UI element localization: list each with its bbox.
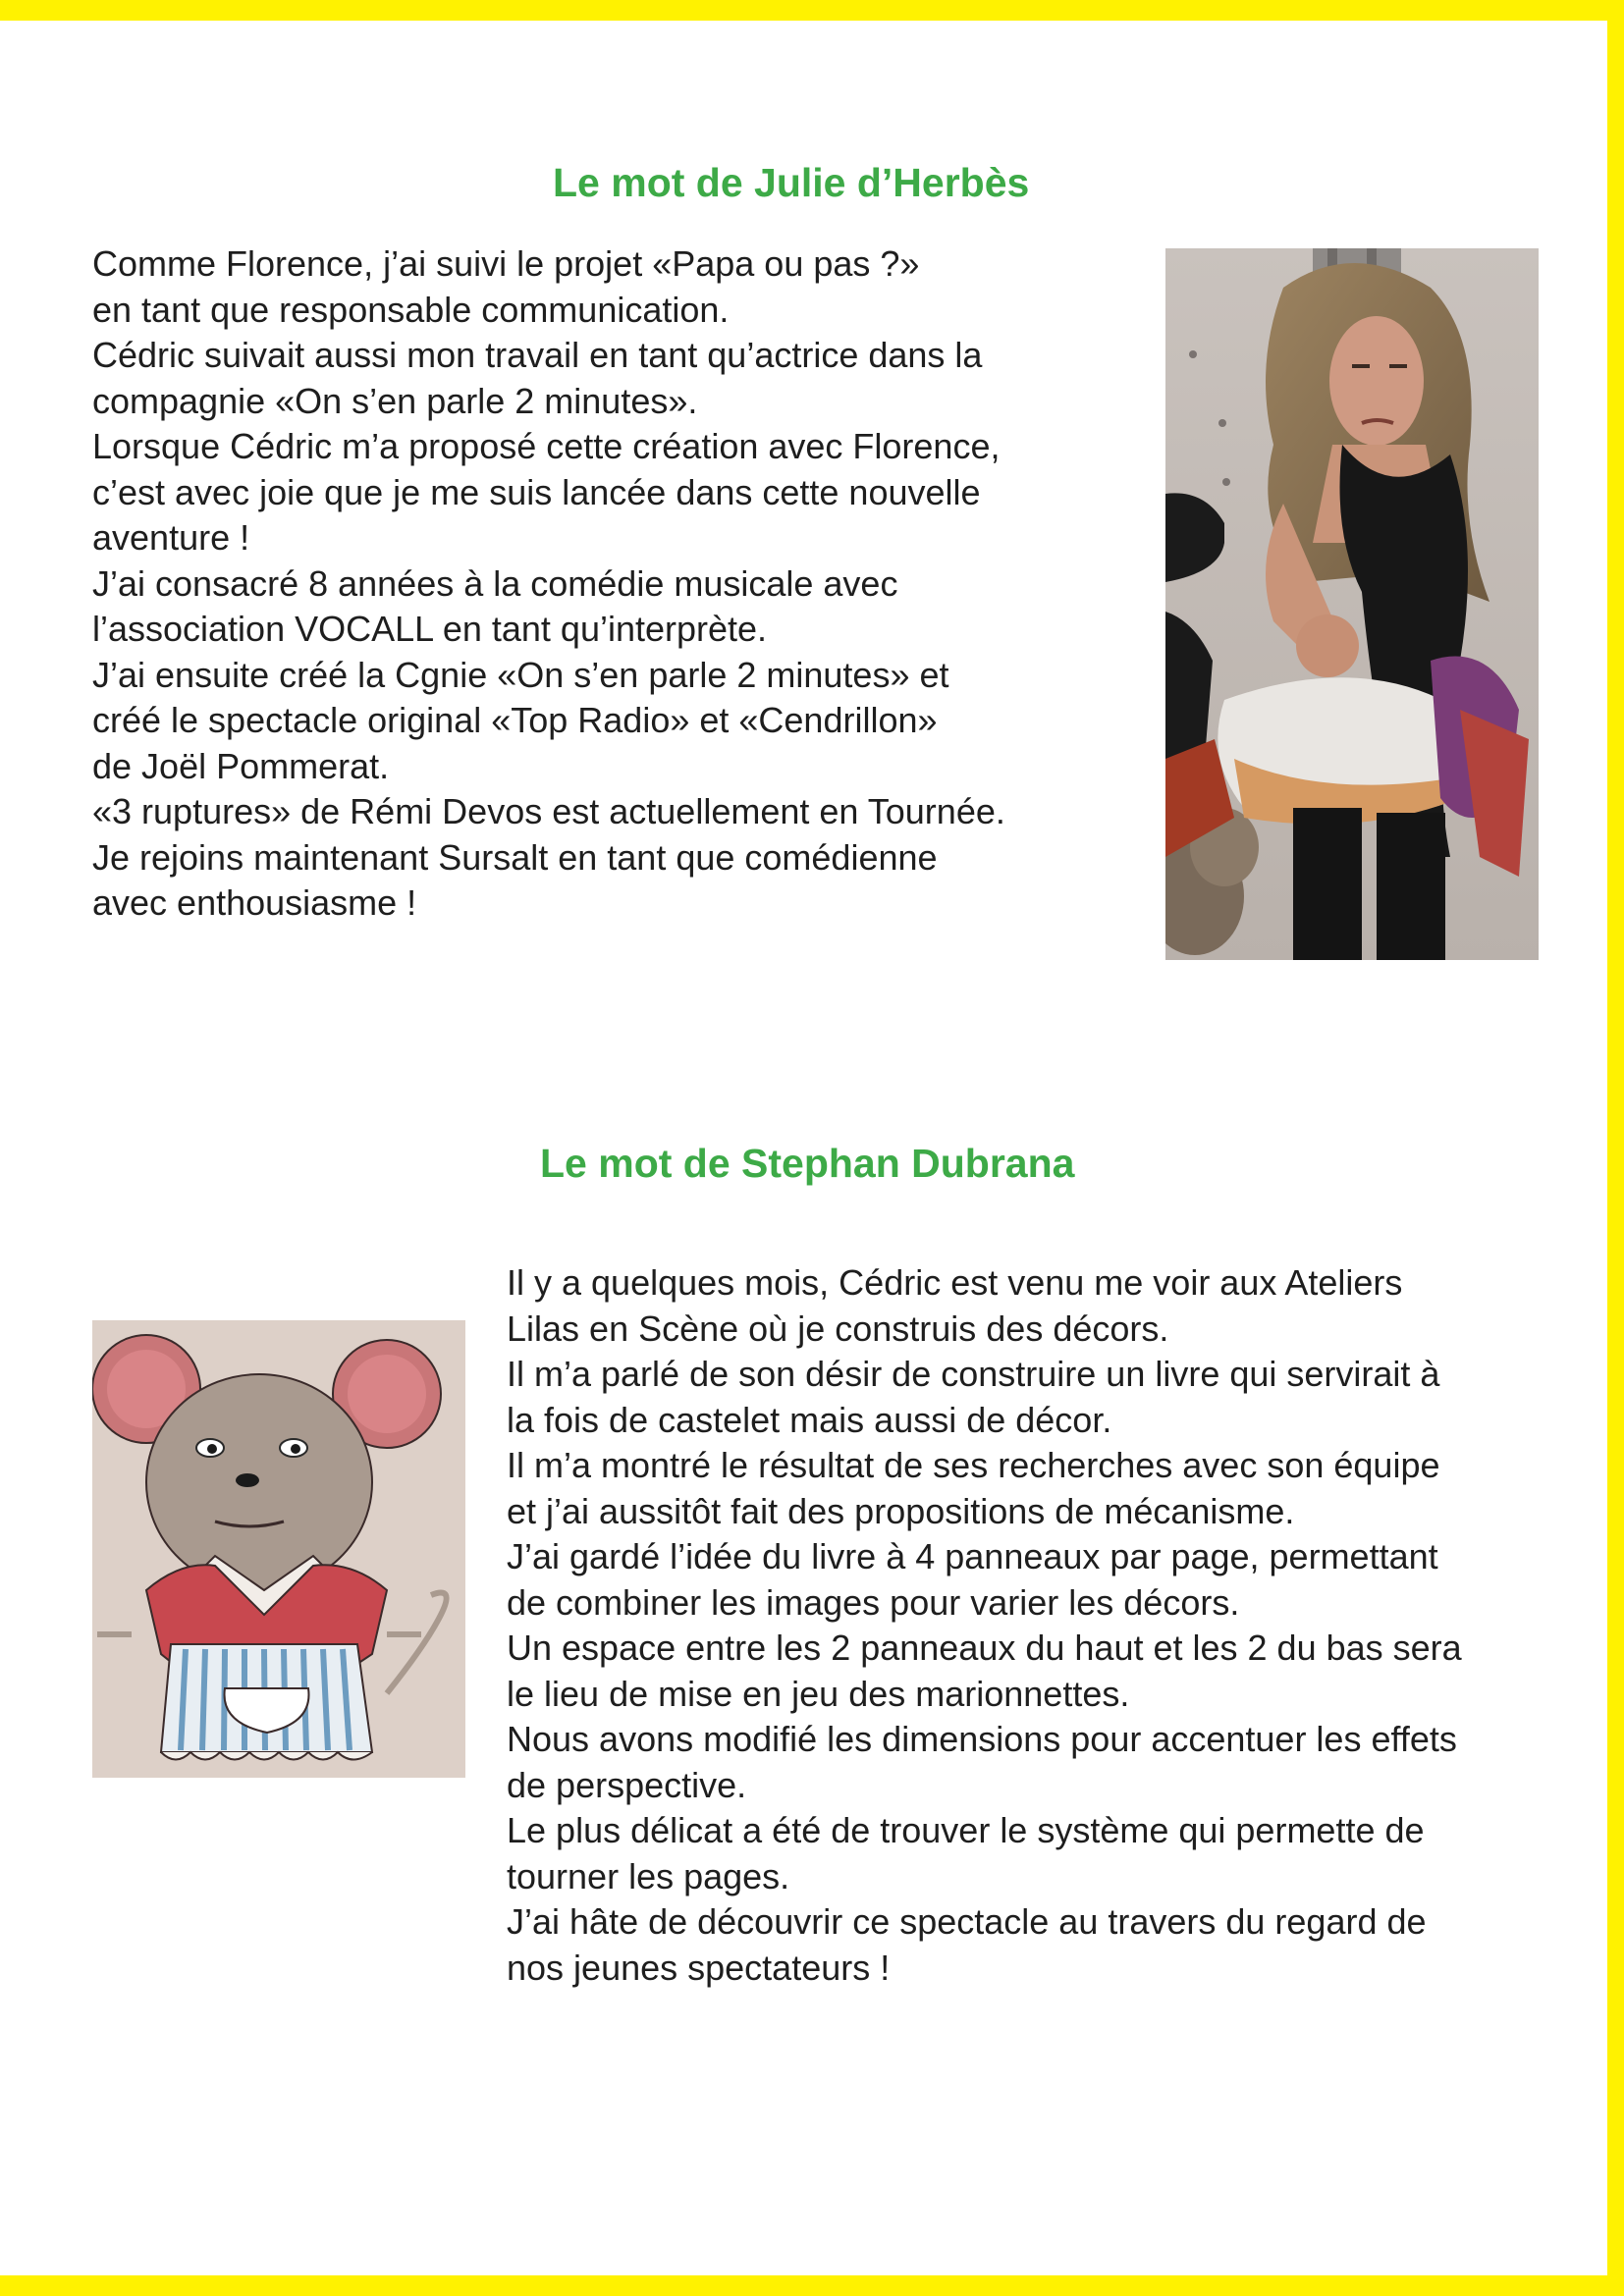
text-line: Le plus délicat a été de trouver le système qui permette de (507, 1810, 1425, 1850)
text-line: la fois de castelet mais aussi de décor. (507, 1399, 1112, 1440)
text-line: J’ai hâte de découvrir ce spectacle au travers du regard de (507, 1901, 1427, 1942)
text-line: c’est avec joie que je me suis lancée dans cette nouvelle (92, 471, 981, 512)
mouse-drawing (92, 1320, 465, 1778)
text-stephan (507, 1260, 1462, 1991)
text-line: le lieu de mise en jeu des marionnettes. (507, 1673, 1130, 1714)
text-line: Il y a quelques mois, Cédric est venu me voir aux Ateliers (507, 1262, 1403, 1303)
text-line: Un espace entre les 2 panneaux du haut et les 2 du bas sera (507, 1628, 1462, 1668)
text-line: Lorsque Cédric m’a proposé cette création avec Florence, (92, 426, 1001, 466)
text-line: nos jeunes spectateurs ! (507, 1947, 891, 1988)
text-line: Nous avons modifié les dimensions pour accentuer les effets (507, 1719, 1457, 1759)
text-line: J’ai gardé l’idée du livre à 4 panneaux par page, permettant (507, 1536, 1438, 1576)
text-line: avec enthousiasme ! (92, 882, 417, 923)
text-julie (92, 241, 1005, 927)
text-line: J’ai consacré 8 années à la comédie musicale avec (92, 562, 898, 604)
text-line: l’association VOCALL en tant qu’interprète. (92, 609, 768, 649)
text-line: aventure ! (92, 517, 250, 558)
text-line: J’ai ensuite créé la Cgnie «On s’en parle 2 minutes» et (92, 654, 949, 695)
text-line: Comme Florence, j’ai suivi le projet «Papa ou pas ?» (92, 243, 920, 284)
text-line: de Joël Pommerat. (92, 745, 390, 786)
text-line: «3 ruptures» de Rémi Devos est actuellement en Tournée. (92, 791, 1005, 831)
text-line: et j’ai aussitôt fait des propositions de mécanisme. (507, 1490, 1295, 1531)
text-line: de combiner les images pour varier les décors. (507, 1581, 1240, 1623)
text-line: créé le spectacle original «Top Radio» et «Cendrillon» (92, 700, 938, 740)
text-line: de perspective. (507, 1764, 747, 1805)
text-line: Il m’a montré le résultat de ses recherches avec son équipe (507, 1445, 1440, 1485)
heading-stephan: Le mot de Stephan Dubrana (540, 1141, 1075, 1186)
heading-julie: Le mot de Julie d’Herbès (553, 160, 1030, 205)
text-line: Cédric suivait aussi mon travail en tant qu’actrice dans la (92, 335, 983, 375)
text-line: tourner les pages. (507, 1855, 790, 1896)
text-line: en tant que responsable communication. (92, 289, 730, 330)
text-line: Il m’a parlé de son désir de construire un livre qui servirait à (507, 1354, 1440, 1394)
text-line: Lilas en Scène où je construis des décors. (507, 1308, 1169, 1349)
text-line: Je rejoins maintenant Sursalt en tant que comédienne (92, 836, 938, 878)
actress-photo (1165, 248, 1539, 960)
text-line: compagnie «On s’en parle 2 minutes». (92, 380, 698, 421)
